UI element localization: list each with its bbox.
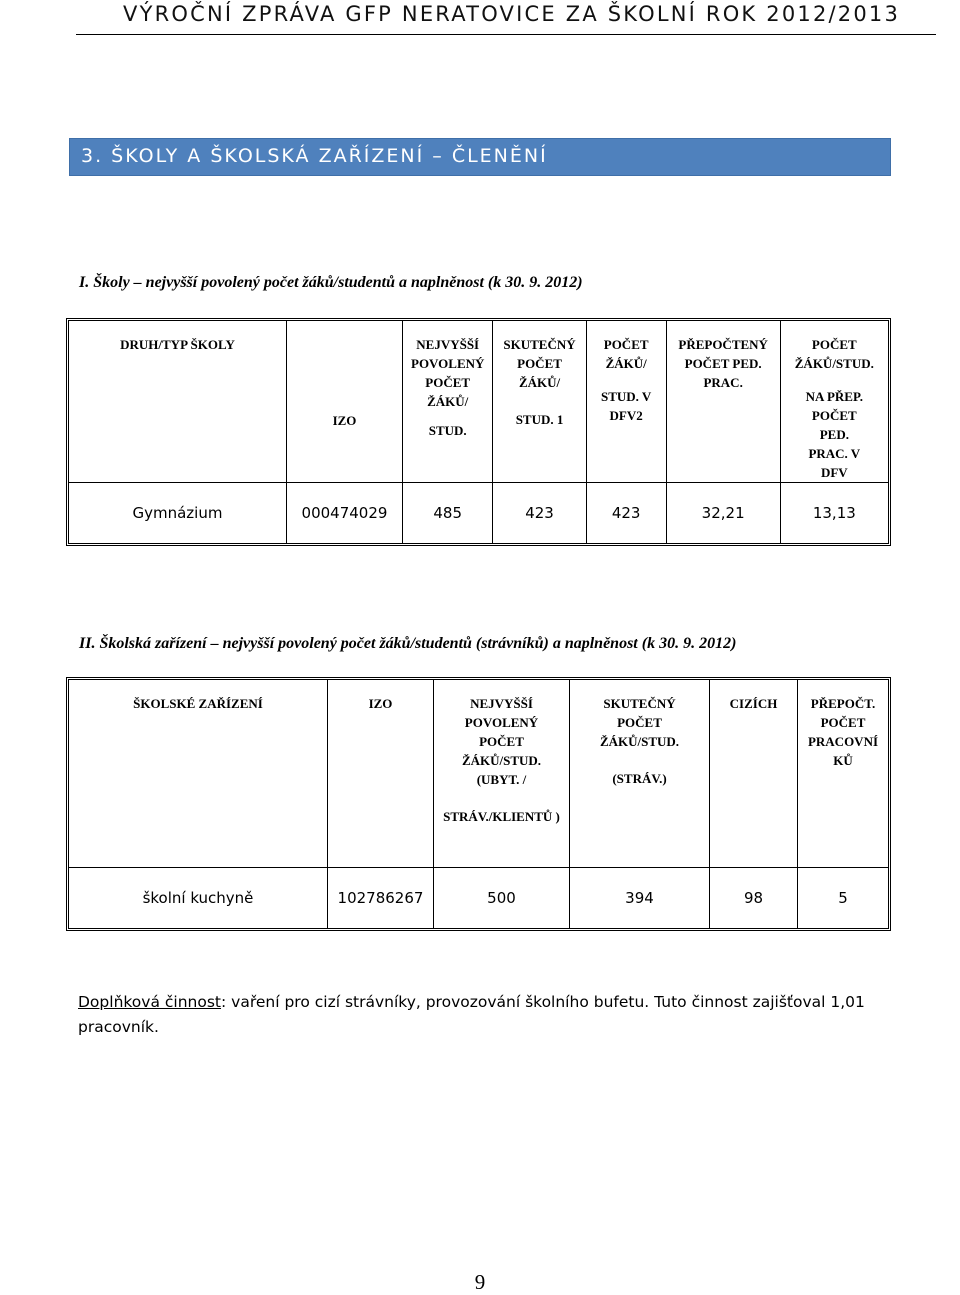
section-bar	[69, 138, 891, 176]
cell-druh: Gymnázium	[69, 483, 287, 543]
header-cizich: CIZÍCH	[710, 680, 798, 868]
schools-heading: I. Školy – nejvyšší povolený počet žáků/studentů a naplněnost (k 30. 9. 2012)	[79, 274, 583, 291]
header-dfv: POČET ŽÁKŮ/ STUD. V DFV2	[587, 321, 667, 483]
cell-cizich: 98	[710, 868, 798, 928]
header-zarizeni: ŠKOLSKÉ ZAŘÍZENÍ	[69, 680, 328, 868]
facilities-heading: II. Školská zařízení – nejvyšší povolený počet žáků/studentů (strávníků) a naplněnost (k 30. 9. 2012)	[79, 635, 737, 652]
section-title: 3. ŠKOLY A ŠKOLSKÁ ZAŘÍZENÍ – ČLENĚNÍ	[81, 145, 548, 167]
facilities-table	[66, 677, 891, 931]
header-prepoct: PŘEPOČT. POČET PRACOVNÍ KŮ	[798, 680, 888, 868]
header-pomer: POČET ŽÁKŮ/STUD. NA PŘEP. POČET PED. PRAC. V DFV	[781, 321, 888, 483]
header-skutecny-2: SKUTEČNÝ POČET ŽÁKŮ/STUD. (STRÁV.)	[570, 680, 710, 868]
cell-izo: 000474029	[287, 483, 403, 543]
cell-nejvyssi-2: 500	[434, 868, 570, 928]
schools-table	[66, 318, 891, 546]
cell-dfv: 423	[587, 483, 667, 543]
header-prepocteny: PŘEPOČTENÝ POČET PED. PRAC.	[667, 321, 781, 483]
header-nejvyssi: NEJVYŠŠÍ POVOLENÝ POČET ŽÁKŮ/ STUD.	[403, 321, 493, 483]
cell-skutecny: 423	[493, 483, 586, 543]
header-skutecny: SKUTEČNÝ POČET ŽÁKŮ/ STUD. 1	[493, 321, 586, 483]
header-izo-2: IZO	[328, 680, 434, 868]
note-text: : vaření pro cizí strávníky, provozování školního bufetu. Tuto činnost zajišťoval 1,01 pracovník.	[78, 993, 865, 1036]
cell-zarizeni: školní kuchyně	[69, 868, 328, 928]
cell-skutecny-2: 394	[570, 868, 710, 928]
cell-prepocteny: 32,21	[667, 483, 781, 543]
cell-prepoct: 5	[838, 888, 848, 907]
report-title: VÝROČNÍ ZPRÁVA GFP NERATOVICE ZA ŠKOLNÍ ROK 2012/2013	[123, 2, 901, 26]
header-druh: DRUH/TYP ŠKOLY	[69, 321, 287, 483]
header-nejvyssi-2: NEJVYŠŠÍ POVOLENÝ POČET ŽÁKŮ/STUD. (UBYT. / STRÁV./KLIENTŮ )	[434, 680, 570, 868]
page-number: 9	[474, 1270, 486, 1294]
cell-nejvyssi: 485	[403, 483, 493, 543]
header-izo: IZO	[287, 321, 403, 483]
cell-izo-2: 102786267	[328, 868, 434, 928]
note-label: Doplňková činnost	[78, 993, 222, 1011]
page-header	[76, 0, 936, 35]
cell-pomer: 13,13	[812, 503, 856, 522]
supplementary-note	[78, 990, 878, 1040]
